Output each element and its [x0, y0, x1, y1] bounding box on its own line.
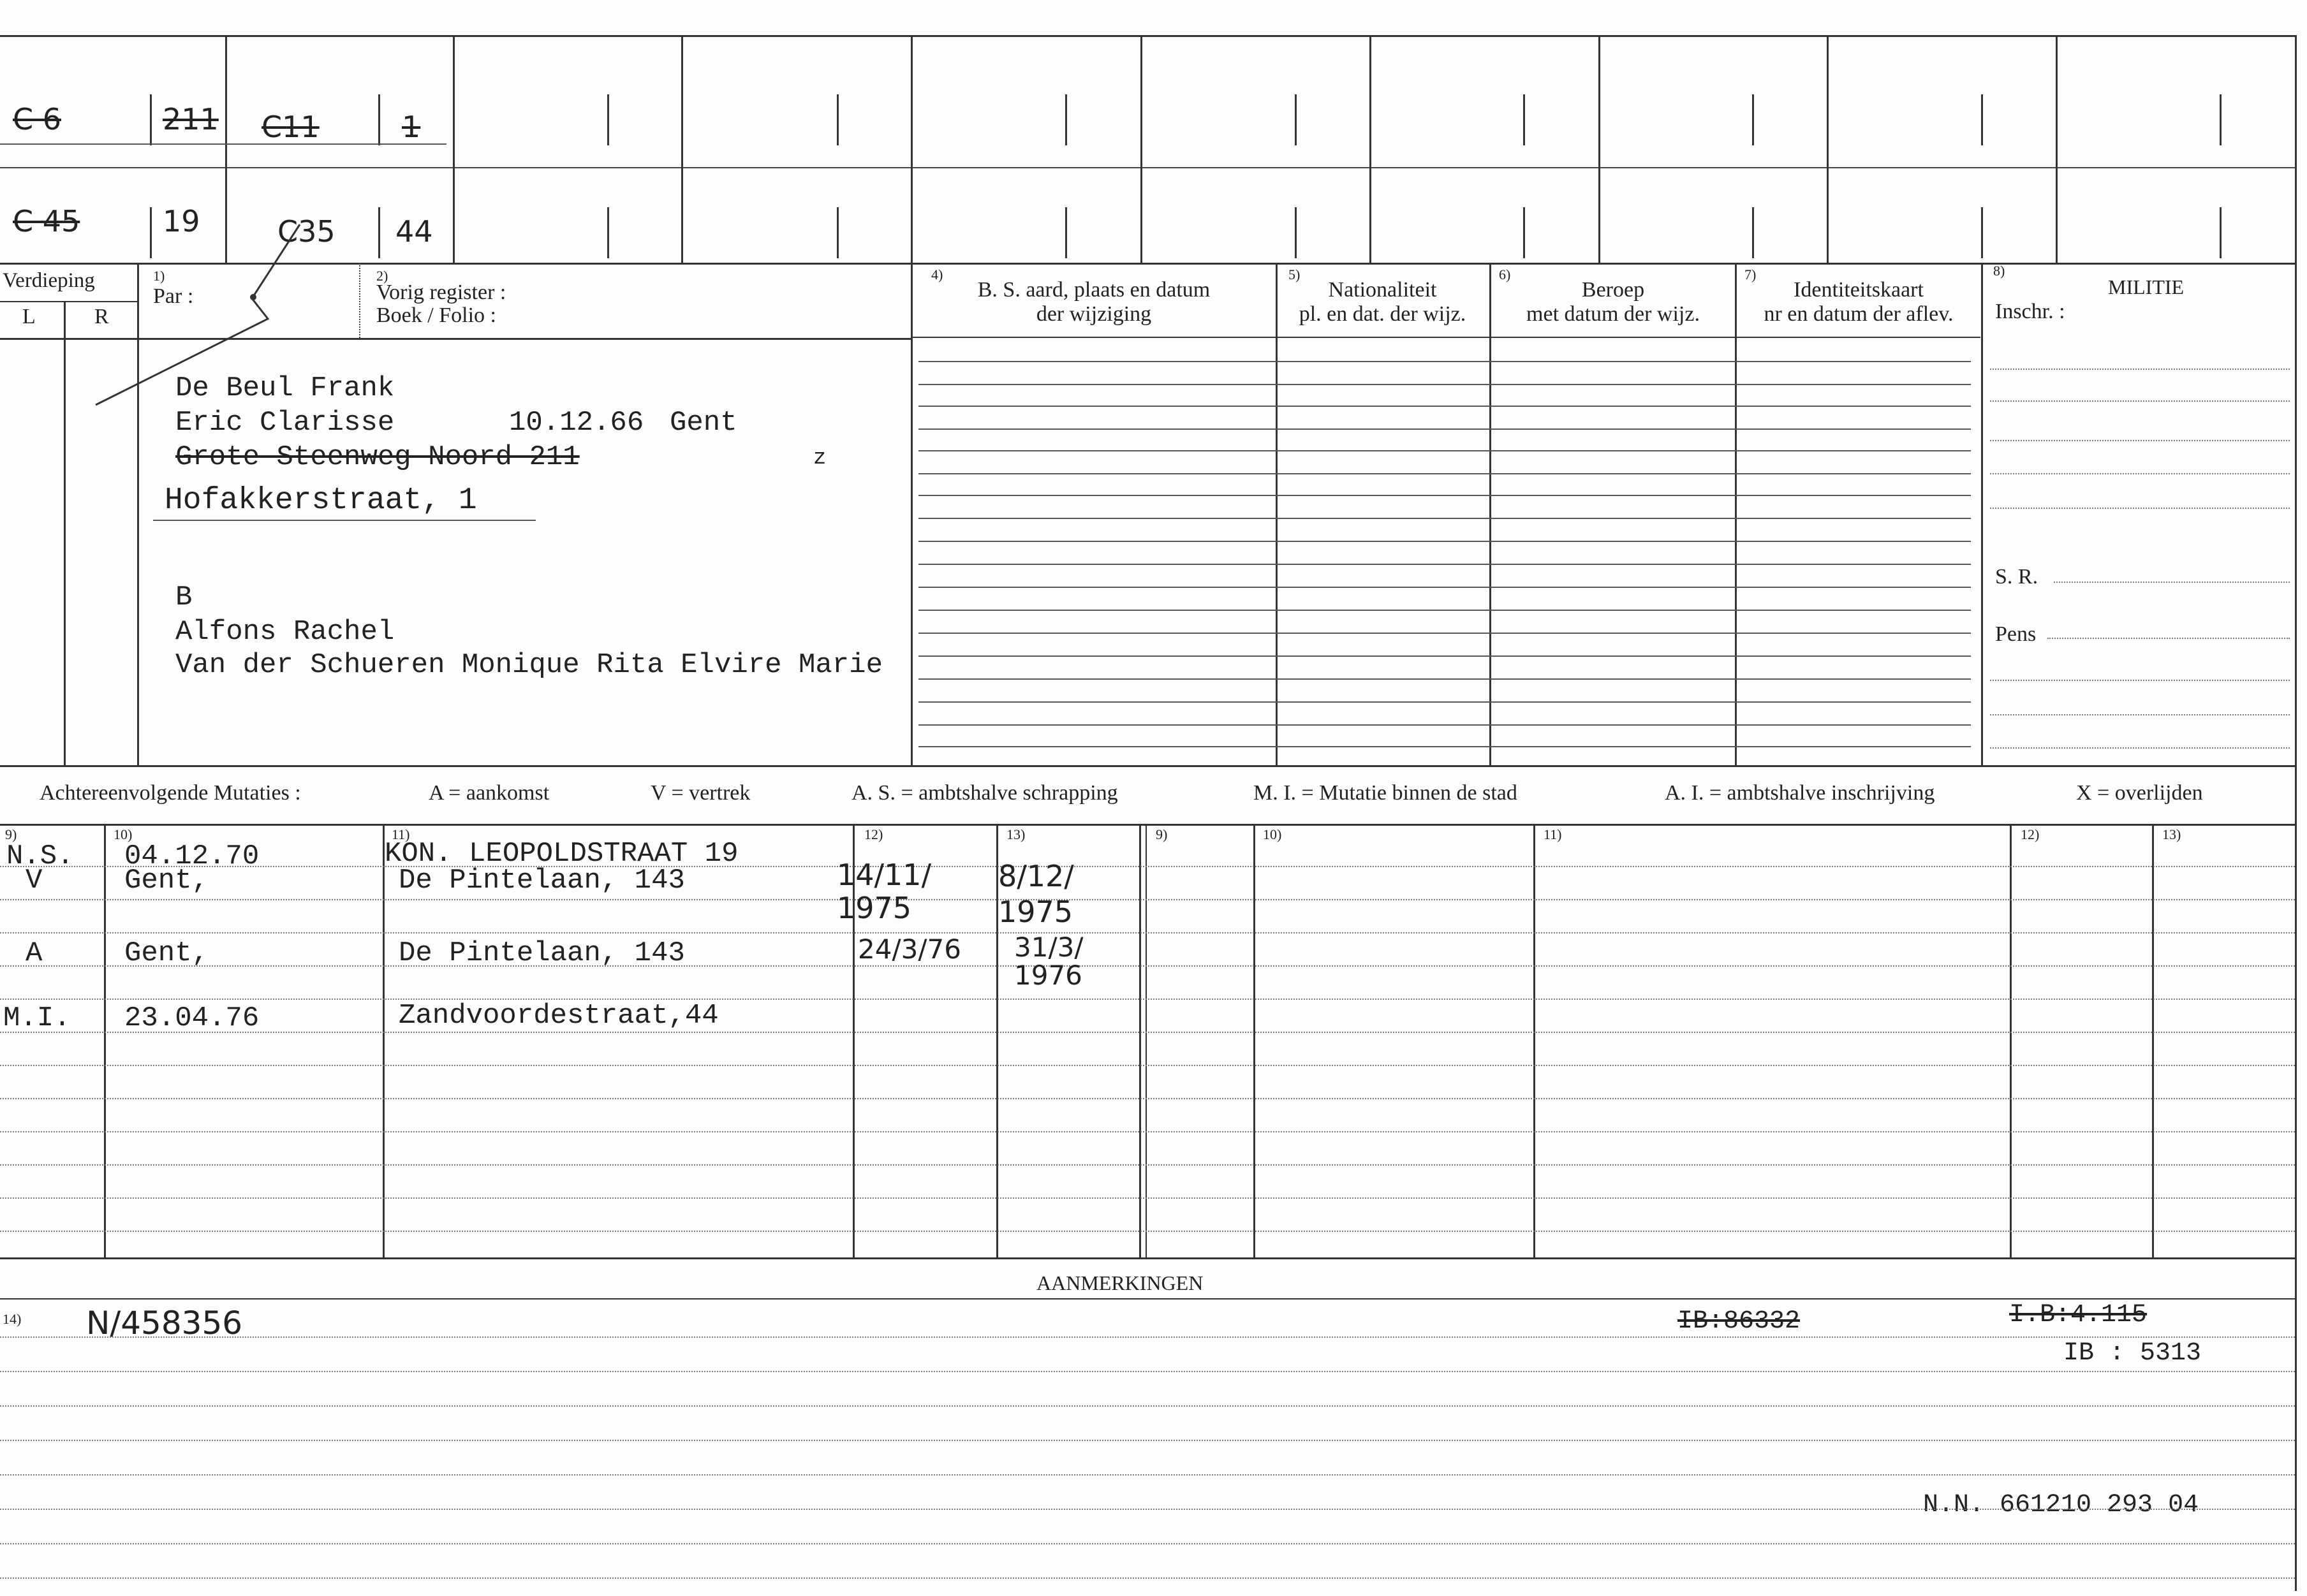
- mark-z: z: [813, 446, 827, 471]
- current-address: Hofakkerstraat, 1: [165, 483, 477, 518]
- id-number: 7): [1744, 267, 1757, 282]
- mut-row1-date: Gent,: [124, 865, 209, 897]
- remarks-title: AANMERKINGEN: [1036, 1271, 1204, 1294]
- vorig-number: 2): [376, 268, 388, 284]
- mut-col-13: 13): [1006, 826, 1026, 842]
- remarks-ib-old: IB:86332: [1677, 1307, 1801, 1336]
- mut-col-9b: 9): [1156, 826, 1168, 842]
- father-name: Alfons Rachel: [175, 616, 395, 648]
- old-address: Grote Steenweg Noord 211: [175, 441, 580, 473]
- beroep-number: 6): [1499, 267, 1511, 282]
- mut-col-12b: 12): [2021, 826, 2040, 842]
- person-name: De Beul Frank: [175, 372, 395, 404]
- mut-col-13b: 13): [2162, 826, 2181, 842]
- floor-l-label: L: [22, 305, 36, 328]
- mut-row2-type: A: [26, 937, 43, 969]
- top-cell-r2c1: C 45: [13, 204, 80, 238]
- mut-row0-address: KON. LEOPOLDSTRAAT 19: [385, 838, 739, 870]
- mut-row0-date: 04.12.70: [124, 840, 260, 872]
- top-cell-r2c4: 44: [395, 214, 433, 249]
- legend-mi: M. I. = Mutatie binnen de stad: [1253, 781, 1517, 805]
- remarks-ib-new: IB : 5313: [2063, 1339, 2202, 1368]
- militie-number: 8): [1993, 263, 2005, 279]
- birth-date: 10.12.66: [509, 407, 644, 439]
- top-cell-r1c1: C 6: [13, 102, 62, 136]
- remarks-number: 14): [3, 1311, 22, 1327]
- militie-title: MILITIE: [2108, 275, 2185, 298]
- id-header: Identiteitskaart nr en datum der aflev.: [1764, 278, 1954, 326]
- mut-row1-type: V: [26, 865, 43, 897]
- nat-number: 5): [1288, 267, 1301, 282]
- mut-row2-c13: 31/3/ 1976: [1014, 932, 1084, 991]
- mut-row2-c12: 24/3/76: [858, 933, 961, 965]
- mut-col-11: 11): [392, 826, 410, 842]
- bs-number: 4): [931, 267, 943, 282]
- legend-a: A = aankomst: [429, 781, 550, 805]
- mut-col-10: 10): [114, 826, 133, 842]
- remarks-code: N/458356: [86, 1305, 243, 1342]
- birth-place: Gent: [670, 407, 737, 439]
- mut-row3-address: Zandvoordestraat,44: [399, 1000, 719, 1032]
- mut-col-9: 9): [5, 826, 17, 842]
- mut-row2-date: Gent,: [124, 937, 209, 969]
- top-cell-r1c2: 211: [163, 102, 219, 136]
- top-cell-r2c3: C35: [277, 214, 335, 249]
- verdieping-label: Verdieping: [3, 269, 95, 292]
- beroep-header: Beroep met datum der wijz.: [1526, 278, 1700, 326]
- legend-title: Achtereenvolgende Mutaties :: [40, 781, 301, 805]
- legend-ai: A. I. = ambtshalve inschrijving: [1665, 781, 1935, 805]
- inschr-label: Inschr. :: [1995, 300, 2065, 323]
- mut-row0-type: N.S.: [6, 840, 74, 872]
- top-cell-r2c2: 19: [163, 204, 200, 238]
- remarks-nn: N.N. 661210 293 04: [1923, 1491, 2199, 1519]
- mut-row3-date: 23.04.76: [124, 1002, 260, 1034]
- mut-row1-c12: 14/11/ 1975: [837, 858, 932, 925]
- vorig-register-label: Vorig register :: [376, 281, 506, 304]
- bs-header: B. S. aard, plaats en datum der wijziging: [977, 278, 1211, 326]
- par-label: Par :: [153, 284, 194, 308]
- legend-x: X = overlijden: [2076, 781, 2203, 805]
- mut-col-10b: 10): [1263, 826, 1282, 842]
- nat-header: Nationaliteit pl. en dat. der wijz.: [1299, 278, 1466, 326]
- mark-b: B: [175, 582, 193, 613]
- pens-label: Pens: [1995, 622, 2037, 646]
- top-cell-r1c4: 1: [402, 110, 421, 144]
- legend-as: A. S. = ambtshalve schrapping: [851, 781, 1118, 805]
- top-cell-r1c3: C11: [262, 110, 320, 144]
- mut-row1-address: De Pintelaan, 143: [399, 865, 685, 897]
- sr-label: S. R.: [1995, 565, 2038, 589]
- parents-line: Eric Clarisse: [175, 407, 395, 439]
- mut-row3-type: M.I.: [3, 1002, 71, 1034]
- boek-folio-label: Boek / Folio :: [376, 304, 496, 327]
- mut-col-12: 12): [864, 826, 883, 842]
- mut-row1-c13: 8/12/ 1975: [998, 859, 1074, 929]
- mut-row2-address: De Pintelaan, 143: [399, 937, 685, 969]
- floor-r-label: R: [94, 305, 109, 328]
- mother-name: Van der Schueren Monique Rita Elvire Marie: [175, 649, 883, 681]
- par-number: 1): [153, 268, 165, 284]
- remarks-ib-old2: I.B:4.115: [2009, 1301, 2148, 1329]
- mut-col-11b: 11): [1544, 826, 1562, 842]
- legend-v: V = vertrek: [651, 781, 751, 805]
